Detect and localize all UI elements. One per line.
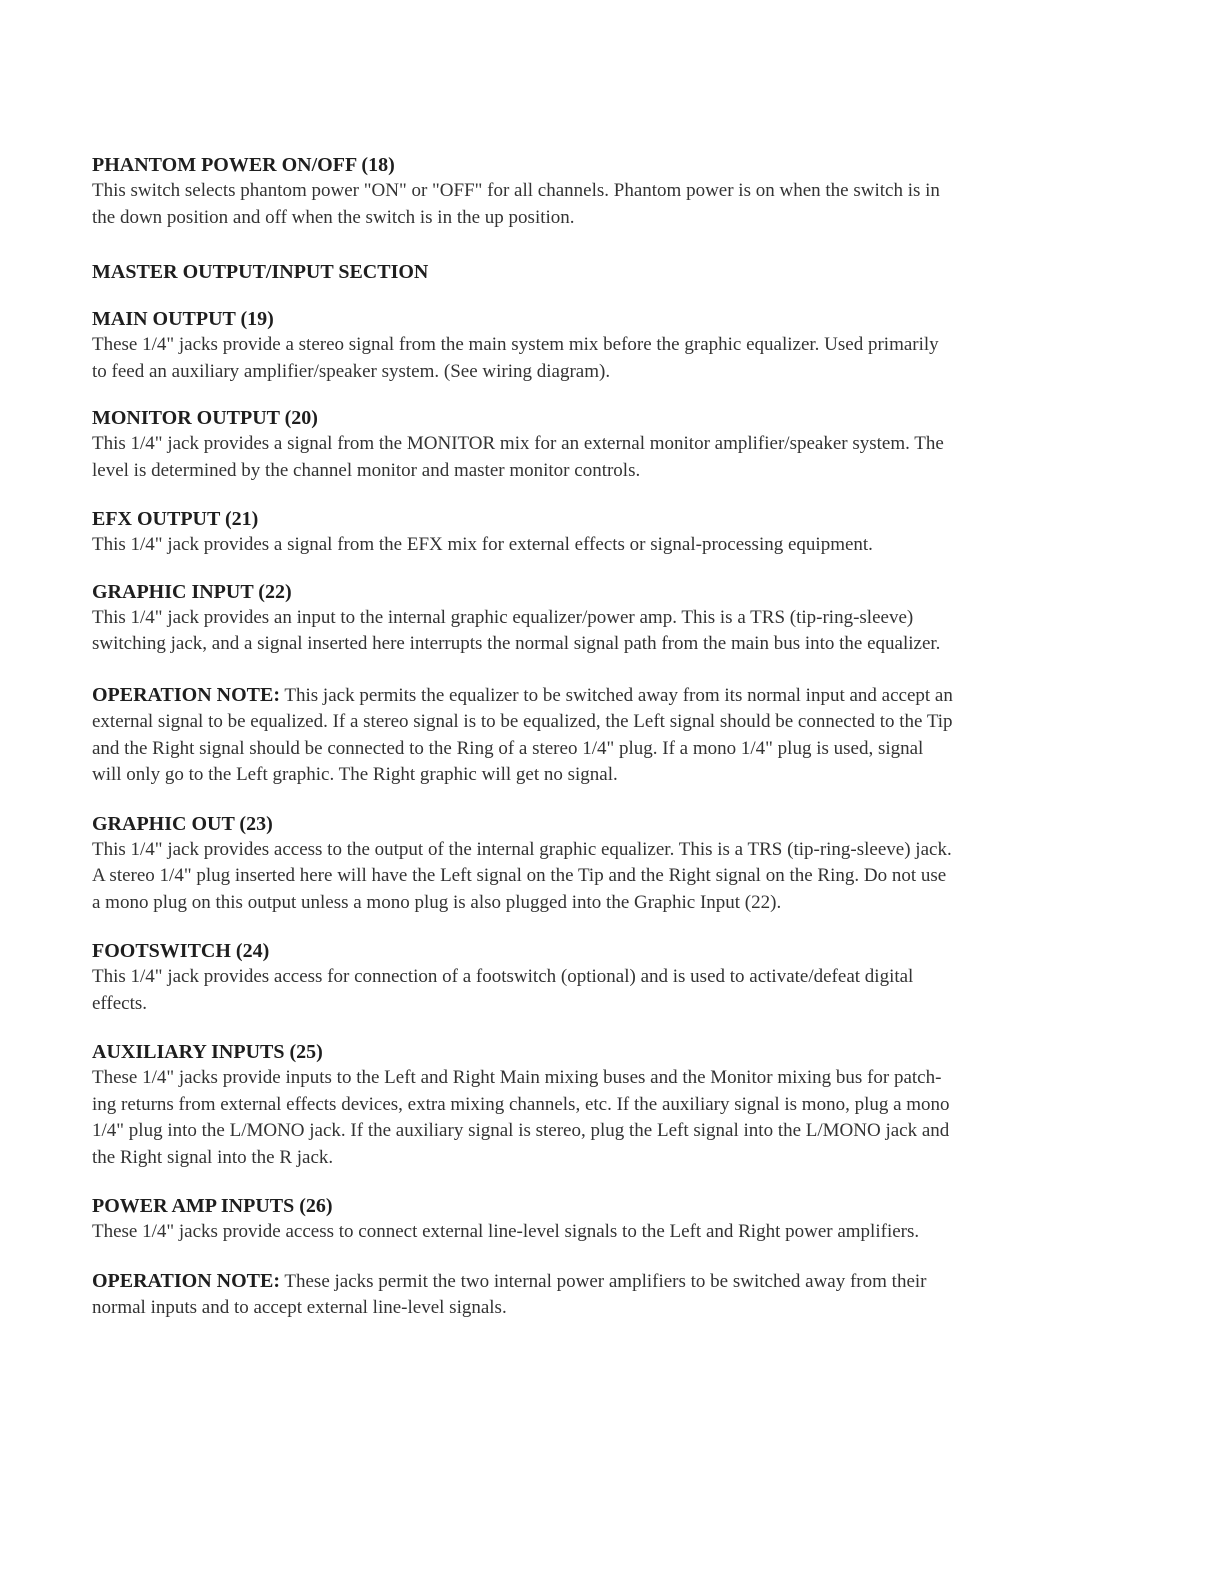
section-efx-output [92, 506, 1132, 559]
section-main-output [92, 306, 1132, 385]
note-first-line [92, 682, 1132, 710]
section-line: normal inputs and to accept external line-level signals. [92, 1297, 507, 1318]
manual-page [92, 152, 1132, 1322]
section-line: This 1/4" jack provides access to the output of the internal graphic equalizer. This is a TRS (tip-ring-sleeve) jack. [92, 838, 952, 860]
section-line: This jack permits the equalizer to be switched away from its normal input and accept an [279, 684, 953, 706]
section-power-amp-inputs [92, 1193, 1132, 1246]
section-monitor-output [92, 405, 1132, 484]
section-line: This 1/4" jack provides access for connection of a footswitch (optional) and is used to activate/defeat digital [92, 966, 914, 987]
section-master-output-input [92, 259, 1132, 285]
section-line: will only go to the Left graphic. The Right graphic will get no signal. [92, 764, 618, 785]
section-heading: FOOTSWITCH (24) [92, 940, 270, 962]
section-heading: EFX OUTPUT (21) [92, 508, 259, 530]
section-heading: PHANTOM POWER ON/OFF (18) [92, 154, 395, 176]
section-line: ing returns from external effects devices, extra mixing channels, etc. If the auxiliary signal is mono, plug a mono [92, 1093, 950, 1115]
section-line: a mono plug on this output unless a mono plug is also plugged into the Graphic Input (22). [92, 891, 782, 913]
section-auxiliary-inputs [92, 1039, 1132, 1171]
section-line: and the Right signal should be connected to the Ring of a stereo 1/4" plug. If a mono 1/4" plug is used, signal [92, 737, 924, 759]
section-operation-note-graphic [92, 682, 1132, 789]
section-line: These jacks permit the two internal power amplifiers to be switched away from their [279, 1270, 927, 1292]
section-heading: MONITOR OUTPUT (20) [92, 407, 318, 429]
section-heading: MAIN OUTPUT (19) [92, 308, 274, 330]
section-heading: MASTER OUTPUT/INPUT SECTION [92, 261, 429, 283]
section-line: to feed an auxiliary amplifier/speaker system. (See wiring diagram). [92, 360, 611, 382]
section-line: This 1/4" jack provides an input to the internal graphic equalizer/power amp. This is a TRS (tip-ring-sleeve) [92, 606, 914, 628]
note-first-line [92, 1268, 1132, 1296]
section-footswitch [92, 938, 1132, 1017]
section-graphic-out [92, 811, 1132, 917]
section-line: switching jack, and a signal inserted here interrupts the normal signal path from the main bus into the equalizer. [92, 633, 941, 654]
note-lead: OPERATION NOTE: [92, 1269, 280, 1292]
section-heading: AUXILIARY INPUTS (25) [92, 1041, 323, 1063]
section-line: This 1/4" jack provides a signal from the EFX mix for external effects or signal-processing equipment. [92, 534, 873, 555]
section-line: These 1/4" jacks provide a stereo signal from the main system mix before the graphic equalizer. Used primarily [92, 334, 939, 355]
section-line: A stereo 1/4" plug inserted here will have the Left signal on the Tip and the Right signal on the Ring. Do not use [92, 865, 947, 886]
section-phantom-power [92, 152, 1132, 231]
section-line: This switch selects phantom power "ON" or "OFF" for all channels. Phantom power is on when the switch is in [92, 180, 940, 201]
section-line: effects. [92, 992, 148, 1014]
section-line: These 1/4" jacks provide access to connect external line-level signals to the Left and Right power amplifiers. [92, 1221, 920, 1242]
section-operation-note-power-amp [92, 1268, 1132, 1322]
section-heading: GRAPHIC OUT (23) [92, 812, 273, 835]
section-line: These 1/4" jacks provide inputs to the Left and Right Main mixing buses and the Monitor mixing bus for patch- [92, 1067, 942, 1088]
section-line: the Right signal into the R jack. [92, 1146, 334, 1168]
section-graphic-input [92, 579, 1132, 658]
section-heading: GRAPHIC INPUT (22) [92, 580, 292, 603]
section-line: the down position and off when the switch is in the up position. [92, 206, 575, 228]
section-line: 1/4" plug into the L/MONO jack. If the auxiliary signal is stereo, plug the Left signal into the L/MONO jack and [92, 1120, 950, 1141]
section-line: level is determined by the channel monitor and master monitor controls. [92, 459, 641, 481]
note-lead: OPERATION NOTE: [92, 683, 280, 706]
section-line: external signal to be equalized. If a stereo signal is to be equalized, the Left signal should be connected to the Tip [92, 711, 953, 732]
section-line: This 1/4" jack provides a signal from the MONITOR mix for an external monitor amplifier/speaker system. The [92, 433, 944, 454]
section-heading: POWER AMP INPUTS (26) [92, 1195, 333, 1217]
